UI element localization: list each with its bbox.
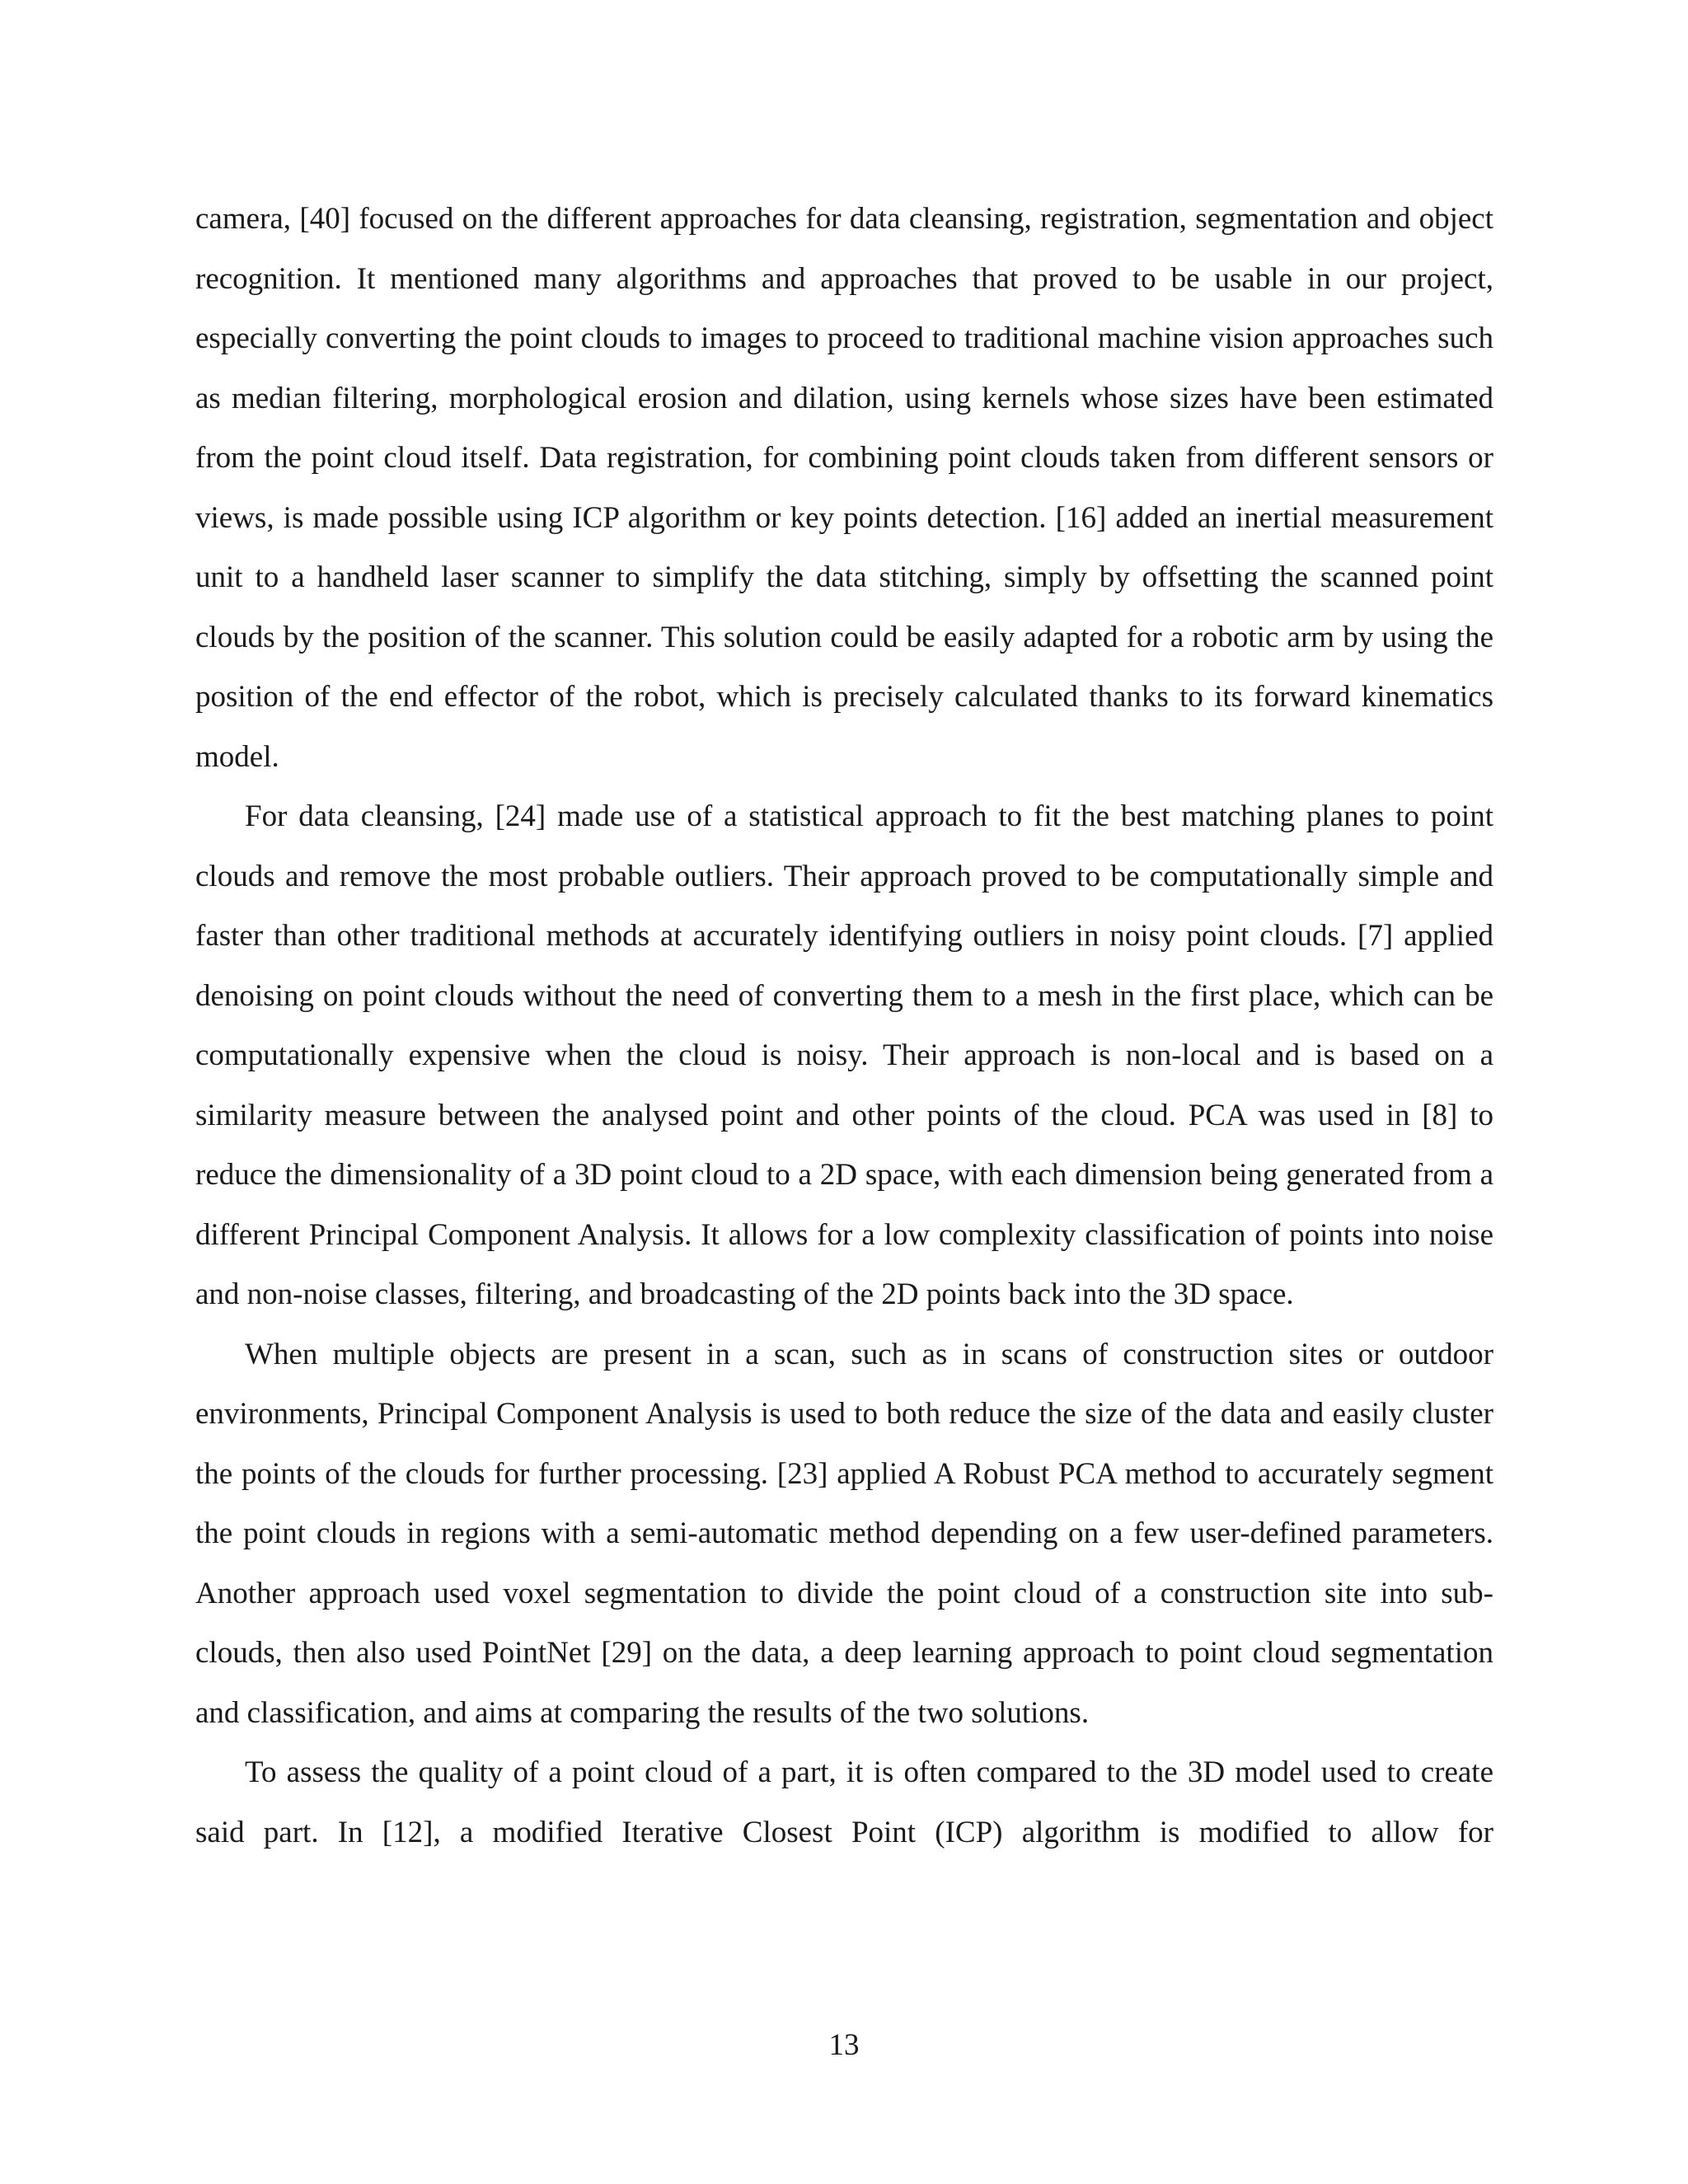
- page-number: 13: [828, 2028, 860, 2062]
- body-text: [195, 190, 1493, 1863]
- paragraph-2: For data cleansing, [24] made use of a statistical approach to fit the best matching planes to point clouds and remove the most probable outliers. Their approach proved to be computationally simple and faster than other traditional methods at accurately identifying outliers in noisy point clouds. [7] applied denoising on point clouds without the need of converting them to a mesh in the first place, which can be computationally expensive when the cloud is noisy. Their approach is non-local and is based on a similarity measure between the analysed point and other points of the cloud. PCA was used in [8] to reduce the dimensionality of a 3D point cloud to a 2D space, with each dimension being generated from a different Principal Component Analysis. It allows for a low complexity classification of points into noise and non-noise classes, filtering, and broadcasting of the 2D points back into the 3D space.: [195, 799, 1493, 1311]
- paragraph-4: To assess the quality of a point cloud of a part, it is often compared to the 3D model used to create said part. In [12], a modified Iterative Closest Point (ICP) algorithm is modified to allow for: [195, 1755, 1493, 1849]
- paragraph-1: camera, [40] focused on the different approaches for data cleansing, registration, segmentation and object recognition. It mentioned many algorithms and approaches that proved to be usable in our project, especially converting the point clouds to images to proceed to traditional machine vision approaches such as median filtering, morphological erosion and dilation, using kernels whose sizes have been estimated from the point cloud itself. Data registration, for combining point clouds taken from different sensors or views, is made possible using ICP algorithm or key points detection. [16] added an inertial measurement unit to a handheld laser scanner to simplify the data stitching, simply by offsetting the scanned point clouds by the position of the scanner. This solution could be easily adapted for a robotic arm by using the position of the end effector of the robot, which is precisely calculated thanks to its forward kinematics model.: [195, 202, 1493, 774]
- paragraph-3: When multiple objects are present in a scan, such as in scans of construction sites or outdoor environments, Principal Component Analysis is used to both reduce the size of the data and easily cluster the points of the clouds for further processing. [23] applied A Robust PCA method to accurately segment the point clouds in regions with a semi-automatic method depending on a few user-defined parameters. Another approach used voxel segmentation to divide the point cloud of a construction site into sub-clouds, then also used PointNet [29] on the data, a deep learning approach to point cloud segmentation and classification, and aims at comparing the results of the two solutions.: [195, 1337, 1493, 1730]
